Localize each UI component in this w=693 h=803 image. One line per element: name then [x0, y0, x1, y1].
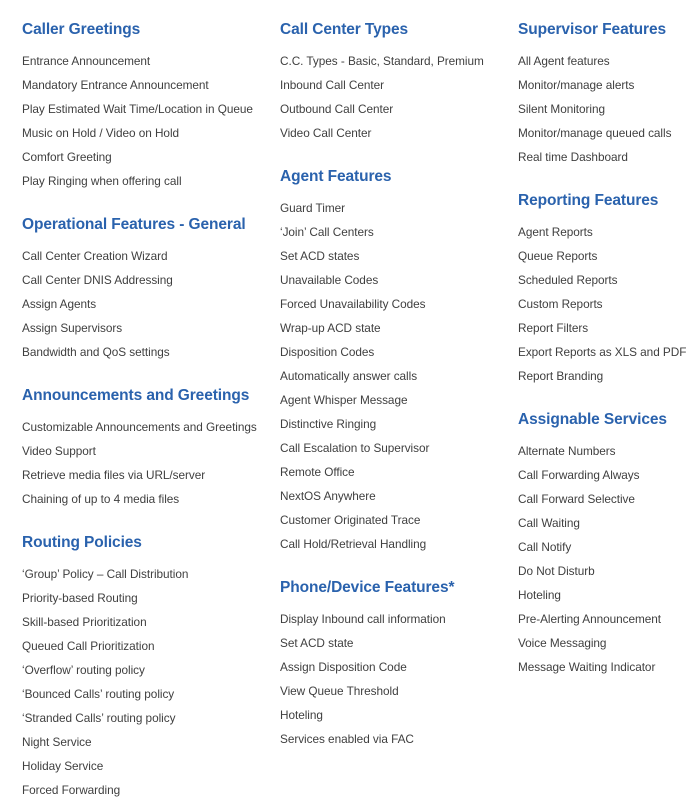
feature-item-list — [518, 220, 693, 388]
feature-item: Chaining of up to 4 media files — [22, 492, 180, 506]
feature-item-list — [280, 196, 512, 556]
feature-item: ‘Join’ Call Centers — [280, 225, 374, 239]
feature-item: Silent Monitoring — [518, 102, 606, 116]
feature-item: Forced Forwarding — [22, 783, 121, 797]
feature-item-list — [22, 415, 272, 511]
feature-section — [280, 578, 512, 751]
feature-item: Display Inbound call information — [280, 612, 446, 626]
feature-item: Message Waiting Indicator — [518, 660, 656, 674]
feature-item: Call Notify — [518, 540, 572, 554]
feature-item: Report Branding — [518, 369, 604, 383]
feature-item: Video Support — [22, 444, 96, 458]
feature-item-list — [518, 49, 693, 169]
feature-item: C.C. Types - Basic, Standard, Premium — [280, 54, 484, 68]
feature-item: Pre-Alerting Announcement — [518, 612, 662, 626]
feature-item: Services enabled via FAC — [280, 732, 414, 746]
feature-item-list — [22, 562, 272, 802]
feature-item: Retrieve media files via URL/server — [22, 468, 206, 482]
feature-item: Monitor/manage queued calls — [518, 126, 672, 140]
column-right — [518, 0, 693, 679]
feature-item: Call Forward Selective — [518, 492, 635, 506]
feature-item: Assign Supervisors — [22, 321, 123, 335]
feature-item: Set ACD state — [280, 636, 354, 650]
section-title: Agent Features — [280, 168, 392, 185]
feature-item: Skill-based Prioritization — [22, 615, 147, 629]
feature-item: Scheduled Reports — [518, 273, 618, 287]
section-title: Reporting Features — [518, 192, 659, 209]
column-middle — [280, 0, 512, 751]
feature-item: Remote Office — [280, 465, 355, 479]
feature-item: Call Forwarding Always — [518, 468, 640, 482]
feature-item: NextOS Anywhere — [280, 489, 376, 503]
feature-item: Assign Agents — [22, 297, 97, 311]
feature-item: Bandwidth and QoS settings — [22, 345, 170, 359]
feature-item: Play Ringing when offering call — [22, 174, 182, 188]
feature-item: Distinctive Ringing — [280, 417, 377, 431]
feature-item: Music on Hold / Video on Hold — [22, 126, 180, 140]
feature-item: Assign Disposition Code — [280, 660, 407, 674]
section-title: Caller Greetings — [22, 21, 141, 38]
feature-item: Unavailable Codes — [280, 273, 379, 287]
feature-item: Real time Dashboard — [518, 150, 628, 164]
feature-item: Hoteling — [280, 708, 323, 722]
feature-section — [518, 20, 693, 169]
feature-section — [518, 191, 693, 388]
feature-item: Agent Whisper Message — [280, 393, 408, 407]
feature-item-list — [518, 439, 693, 679]
feature-item: Forced Unavailability Codes — [280, 297, 426, 311]
feature-item: Play Estimated Wait Time/Location in Queue — [22, 102, 253, 116]
feature-section — [22, 386, 272, 511]
feature-item: Alternate Numbers — [518, 444, 616, 458]
feature-item: All Agent features — [518, 54, 610, 68]
feature-item: Queued Call Prioritization — [22, 639, 155, 653]
feature-item: Comfort Greeting — [22, 150, 112, 164]
feature-item-list — [280, 49, 512, 145]
feature-item: Call Escalation to Supervisor — [280, 441, 430, 455]
feature-section — [22, 20, 272, 193]
feature-item: Custom Reports — [518, 297, 603, 311]
feature-item: Night Service — [22, 735, 92, 749]
feature-item: Do Not Disturb — [518, 564, 595, 578]
feature-item: Video Call Center — [280, 126, 372, 140]
section-title: Routing Policies — [22, 534, 142, 551]
column-left — [22, 0, 272, 802]
feature-item: Customizable Announcements and Greetings — [22, 420, 257, 434]
feature-item: Call Waiting — [518, 516, 580, 530]
feature-item: Voice Messaging — [518, 636, 607, 650]
feature-item: Report Filters — [518, 321, 589, 335]
feature-item: Guard Timer — [280, 201, 346, 215]
feature-item-list — [22, 244, 272, 364]
section-title: Assignable Services — [518, 411, 667, 428]
feature-section — [280, 167, 512, 556]
feature-section — [22, 215, 272, 364]
feature-item-list — [22, 49, 272, 193]
feature-item: Outbound Call Center — [280, 102, 394, 116]
feature-item: ‘Group’ Policy – Call Distribution — [22, 567, 189, 581]
feature-item: Call Center DNIS Addressing — [22, 273, 173, 287]
feature-section — [22, 533, 272, 802]
section-title: Phone/Device Features* — [280, 579, 455, 596]
feature-item: Export Reports as XLS and PDF — [518, 345, 687, 359]
feature-item-list — [280, 607, 512, 751]
feature-item: Automatically answer calls — [280, 369, 418, 383]
feature-item: Queue Reports — [518, 249, 598, 263]
section-title: Announcements and Greetings — [22, 387, 250, 404]
section-title: Call Center Types — [280, 21, 409, 38]
feature-item: View Queue Threshold — [280, 684, 399, 698]
feature-item: Hoteling — [518, 588, 561, 602]
feature-item: Inbound Call Center — [280, 78, 384, 92]
section-title: Operational Features - General — [22, 216, 246, 233]
feature-item: Priority-based Routing — [22, 591, 138, 605]
feature-item: ‘Stranded Calls’ routing policy — [22, 711, 176, 725]
feature-section — [518, 410, 693, 679]
feature-item: Call Center Creation Wizard — [22, 249, 168, 263]
feature-item: Set ACD states — [280, 249, 360, 263]
feature-item: ‘Overflow’ routing policy — [22, 663, 145, 677]
feature-item: Wrap-up ACD state — [280, 321, 381, 335]
feature-item: Disposition Codes — [280, 345, 375, 359]
feature-item: Holiday Service — [22, 759, 104, 773]
feature-item: Monitor/manage alerts — [518, 78, 635, 92]
feature-item: Entrance Announcement — [22, 54, 151, 68]
feature-item: Agent Reports — [518, 225, 593, 239]
feature-section — [280, 20, 512, 145]
feature-item: Call Hold/Retrieval Handling — [280, 537, 427, 551]
feature-item: Customer Originated Trace — [280, 513, 421, 527]
feature-item: Mandatory Entrance Announcement — [22, 78, 209, 92]
section-title: Supervisor Features — [518, 21, 666, 38]
feature-item: ‘Bounced Calls’ routing policy — [22, 687, 175, 701]
